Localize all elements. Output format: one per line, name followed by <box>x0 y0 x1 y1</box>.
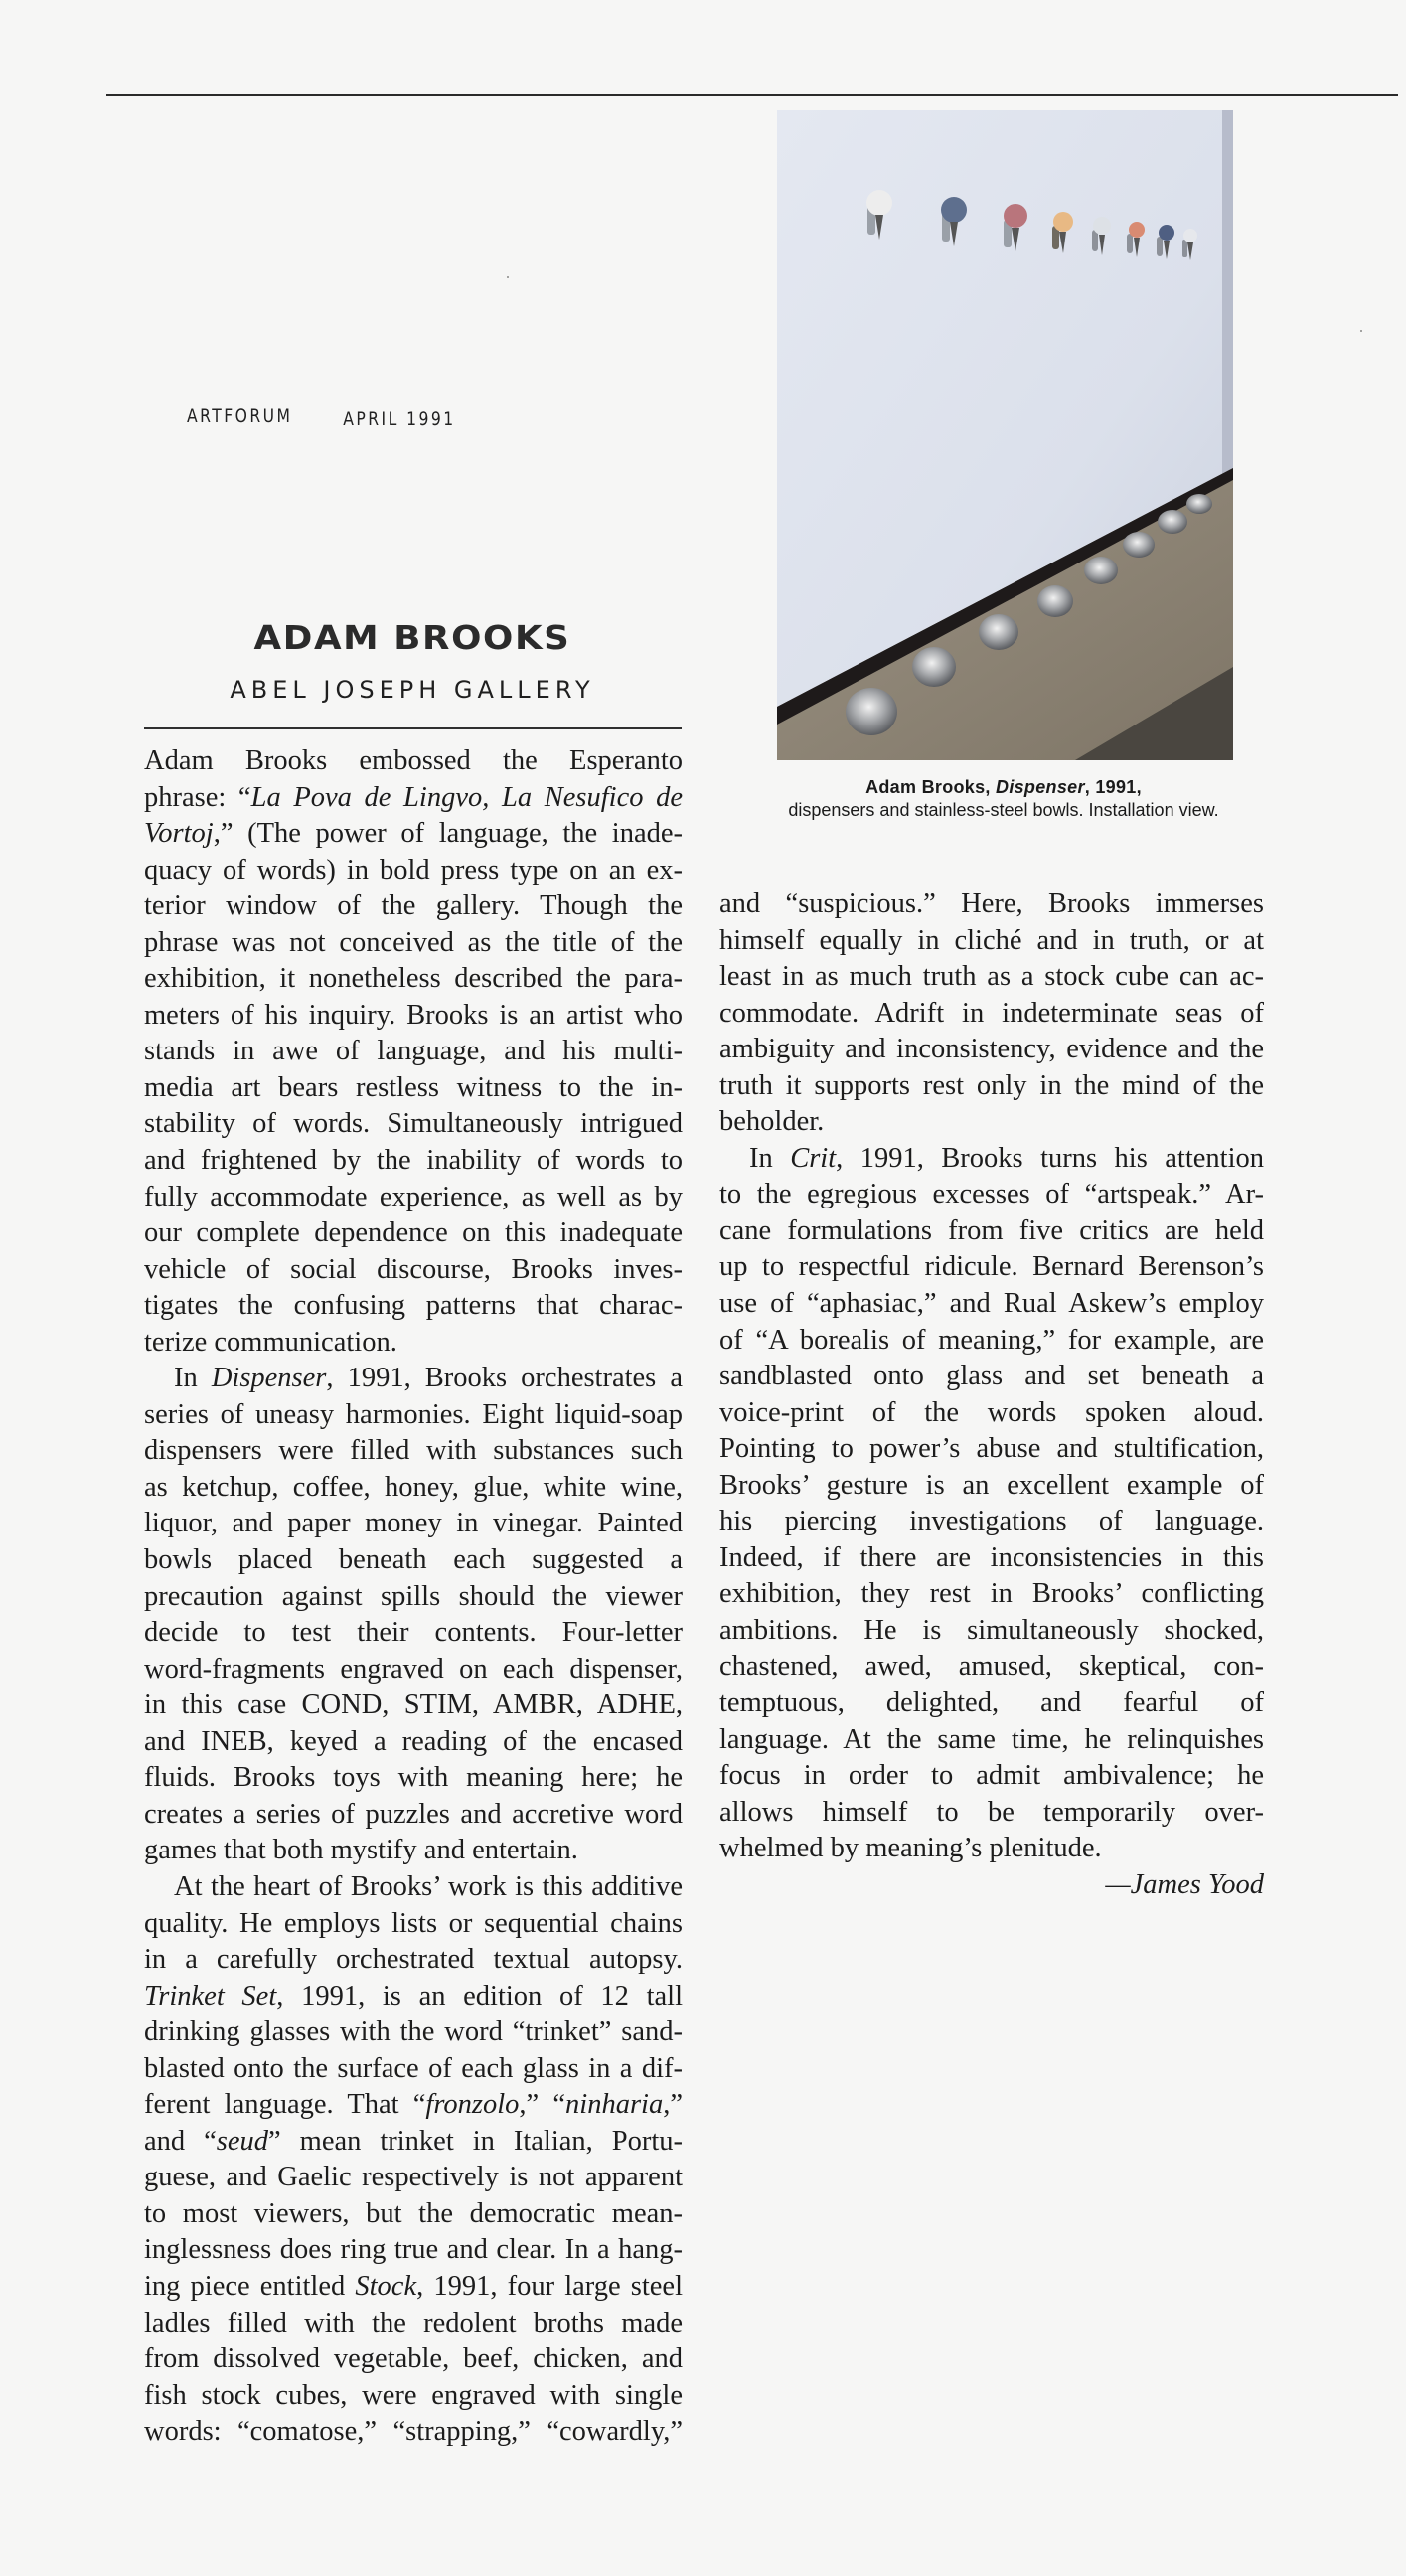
text-run: meters of his inquiry. Brooks is an artist who <box>144 999 683 1031</box>
text-run: creates a series of puzzles and accretive word <box>144 1798 683 1830</box>
text-run: Adam Brooks embossed the Esperanto <box>144 745 683 776</box>
text-line <box>719 1613 1264 1650</box>
text-run: tigates the confusing patterns that charac- <box>144 1290 683 1322</box>
text-line <box>144 1579 683 1616</box>
text-line <box>719 1576 1264 1613</box>
text-run: sandblasted onto glass and set beneath a <box>719 1361 1264 1392</box>
text-run: bowls placed beneath each suggested a <box>144 1544 683 1576</box>
text-run: ,” “ninharia,” <box>519 2089 683 2121</box>
italic-run: Trinket Set <box>144 1980 277 2012</box>
text-line <box>719 1504 1264 1540</box>
text-run: voice-print of the words spoken aloud. <box>719 1396 1264 1428</box>
text-line <box>144 1652 683 1689</box>
text-run: as ketchup, coffee, honey, glue, white wine, <box>144 1471 683 1503</box>
text-line <box>144 888 683 925</box>
text-run: stability of words. Simultaneously intrigued <box>144 1108 683 1140</box>
text-run: series of uneasy harmonies. Eight liquid-soap <box>144 1398 683 1430</box>
text-line <box>144 1180 683 1216</box>
text-run: exhibition, it nonetheless described the para- <box>144 963 683 995</box>
text-line <box>144 1760 683 1797</box>
caption-work-title: Dispenser <box>996 777 1085 797</box>
text-line <box>144 998 683 1035</box>
text-run: fish stock cubes, were engraved with single <box>144 2379 683 2411</box>
text-run: At the heart of Brooks’ work is this additive <box>174 1870 683 1902</box>
article-column-left <box>144 743 683 2451</box>
text-run: games that both mystify and entertain. <box>144 1835 578 1866</box>
text-run: media art bears restless witness to the in- <box>144 1071 683 1103</box>
text-run: ,” (The power of language, the inade- <box>213 818 683 850</box>
text-run: commodate. Adrift in indeterminate seas of <box>719 997 1264 1029</box>
text-run: chastened, awed, amused, skeptical, con- <box>719 1651 1264 1683</box>
text-run: , 1991, four large steel <box>416 2270 684 2302</box>
artist-headline: ADAM BROOKS <box>253 618 571 657</box>
text-run: dispensers were filled with substances such <box>144 1435 683 1467</box>
text-run: from dissolved vegetable, beef, chicken, and <box>144 2343 683 2375</box>
text-run: , 1991, is an edition of 12 tall <box>276 1980 683 2012</box>
issue-date: APRIL 1991 <box>343 408 456 430</box>
dispenser-installation-illustration <box>777 110 1233 760</box>
text-run: quality. He employs lists or sequential chains <box>144 1907 683 1939</box>
caption-title-line <box>735 777 1272 798</box>
italic-run: Crit <box>790 1142 837 1174</box>
text-line <box>719 1323 1264 1360</box>
text-run: temptuous, delighted, and fearful of <box>719 1688 1264 1719</box>
text-line <box>719 1032 1264 1068</box>
text-run: and INEB, keyed a reading of the encased <box>144 1725 683 1757</box>
text-line <box>719 1141 1264 1178</box>
text-line <box>144 1070 683 1107</box>
text-line <box>144 816 683 853</box>
text-run: allows himself to be temporarily over- <box>719 1796 1264 1828</box>
text-line <box>144 1942 683 1979</box>
text-line <box>719 1068 1264 1105</box>
text-run: terize communication. <box>144 1326 397 1358</box>
text-line <box>719 996 1264 1033</box>
caption-year: , 1991, <box>1084 777 1142 797</box>
text-run: Brooks’ gesture is an excellent example of <box>719 1469 1264 1501</box>
text-run: In <box>749 1142 791 1174</box>
text-run: truth it supports rest only in the mind of the <box>719 1069 1264 1101</box>
text-run: his piercing investigations of language. <box>719 1506 1264 1537</box>
text-line <box>719 1249 1264 1286</box>
text-run: to most viewers, but the democratic mean- <box>144 2197 683 2229</box>
text-line <box>719 1468 1264 1505</box>
text-line <box>144 1542 683 1579</box>
text-run: inglessness does ring true and clear. In a hang- <box>144 2234 683 2266</box>
text-run: drinking glasses with the word “trinket” sand- <box>144 2016 683 2048</box>
text-line <box>144 1325 683 1362</box>
text-line <box>144 1361 683 1397</box>
text-run: focus in order to admit ambivalence; he <box>719 1760 1264 1792</box>
text-run: to the egregious excesses of “artspeak.” Ar- <box>719 1179 1264 1210</box>
text-line <box>144 1397 683 1434</box>
text-line <box>144 2232 683 2269</box>
italic-run: La Pova de Lingvo, La Nesufico de <box>250 781 683 813</box>
text-run: whelmed by meaning’s plenitude. <box>719 1833 1102 1864</box>
text-line <box>144 1506 683 1542</box>
text-run: vehicle of social discourse, Brooks inves- <box>144 1253 683 1285</box>
text-run: , 1991, Brooks turns his attention <box>836 1142 1264 1174</box>
italic-run: Stock <box>355 2270 417 2302</box>
text-run: , 1991, Brooks orchestrates a <box>326 1363 683 1394</box>
text-run: words: “comatose,” “strapping,” “cowardly,” <box>144 2416 683 2448</box>
text-run: fluids. Brooks toys with meaning here; he <box>144 1762 683 1794</box>
publication-name: ARTFORUM <box>187 405 293 427</box>
text-line <box>144 1869 683 1906</box>
text-line <box>144 743 683 780</box>
text-line <box>144 1688 683 1724</box>
text-line <box>719 1213 1264 1250</box>
text-run: word-fragments engraved on each dispenser, <box>144 1653 683 1685</box>
text-line <box>144 2269 683 2306</box>
text-line <box>144 2306 683 2342</box>
text-line <box>144 1106 683 1143</box>
text-run: ambitions. He is simultaneously shocked, <box>719 1614 1264 1646</box>
text-line <box>144 1979 683 2015</box>
text-run: Pointing to power’s abuse and stultification, <box>719 1433 1264 1465</box>
text-line <box>144 961 683 998</box>
text-line <box>144 2160 683 2196</box>
text-line <box>144 2196 683 2233</box>
text-run: cane formulations from five critics are held <box>719 1214 1264 1246</box>
masthead <box>187 405 456 430</box>
text-run: language. At the same time, he relinquishes <box>719 1723 1264 1755</box>
text-line <box>144 2378 683 2415</box>
text-run: phrase: “ <box>144 781 251 813</box>
paper-speck <box>507 276 509 278</box>
venue-subheadline: ABEL JOSEPH GALLERY <box>230 676 595 704</box>
text-line <box>144 2051 683 2088</box>
text-run: decide to test their contents. Four-letter <box>144 1617 683 1649</box>
text-line <box>144 2341 683 2378</box>
text-run: fully accommodate experience, as well as by <box>144 1181 683 1212</box>
italic-run: Vortoj <box>144 818 214 850</box>
text-line <box>144 2087 683 2124</box>
text-run: our complete dependence on this inadequate <box>144 1217 683 1249</box>
text-run: stands in awe of language, and his multi- <box>144 1036 683 1067</box>
text-line <box>144 1433 683 1470</box>
text-run: himself equally in cliché and in truth, or at <box>719 924 1264 956</box>
text-run: ing piece entitled <box>144 2270 356 2302</box>
text-line <box>144 1833 683 1869</box>
text-line <box>144 1288 683 1325</box>
text-run: use of “aphasiac,” and Rual Askew’s employ <box>719 1288 1264 1320</box>
italic-run: fronzolo <box>425 2089 520 2121</box>
text-run: ambiguity and inconsistency, evidence and the <box>719 1034 1264 1065</box>
italic-run: seud <box>216 2125 269 2157</box>
text-run: precaution against spills should the viewer <box>144 1580 683 1612</box>
text-run: least in as much truth as a stock cube can ac- <box>719 961 1264 993</box>
text-run: liquor, and paper money in vinegar. Painted <box>144 1508 683 1539</box>
text-line <box>719 1540 1264 1577</box>
text-line <box>144 1215 683 1252</box>
text-run: and “ <box>144 2125 217 2157</box>
text-line <box>144 853 683 889</box>
caption-description: dispensers and stainless-steel bowls. Installation view. <box>788 800 1219 820</box>
text-run: and “suspicious.” Here, Brooks immerses <box>719 888 1264 919</box>
text-line <box>719 1686 1264 1722</box>
text-run: in a carefully orchestrated textual autopsy. <box>144 1944 683 1976</box>
text-line <box>144 1615 683 1652</box>
text-line <box>144 1252 683 1289</box>
text-line <box>144 1470 683 1507</box>
text-line <box>719 1831 1264 1867</box>
text-line <box>719 959 1264 996</box>
text-run: of “A borealis of meaning,” for example, are <box>719 1324 1264 1356</box>
text-run: ladles filled with the redolent broths made <box>144 2307 683 2338</box>
text-line <box>719 923 1264 960</box>
text-run: and frightened by the inability of words to <box>144 1145 683 1177</box>
text-line <box>719 1395 1264 1432</box>
text-run: terior window of the gallery. Though the <box>144 890 683 922</box>
article-column-right <box>719 886 1264 1903</box>
text-line <box>719 1177 1264 1213</box>
text-run: In <box>174 1363 212 1394</box>
text-run: up to respectful ridicule. Bernard Berenson’s <box>719 1251 1264 1283</box>
photo-caption <box>735 777 1272 821</box>
paper-speck <box>1360 330 1362 332</box>
text-line <box>719 1795 1264 1832</box>
text-line <box>144 2414 683 2451</box>
text-line <box>719 1104 1264 1141</box>
text-run: guese, and Gaelic respectively is not apparent <box>144 2162 683 2193</box>
text-line <box>719 1359 1264 1395</box>
text-line <box>144 1034 683 1070</box>
text-run: phrase was not conceived as the title of the <box>144 926 683 958</box>
text-line <box>144 2014 683 2051</box>
text-run: ” mean trinket in Italian, Portu- <box>268 2125 683 2157</box>
author-byline: —James Yood <box>1105 1868 1264 1900</box>
text-run: beholder. <box>719 1106 825 1138</box>
text-run: Indeed, if there are inconsistencies in this <box>719 1541 1264 1573</box>
text-line <box>144 1724 683 1761</box>
text-run: quacy of words) in bold press type on an ex- <box>144 854 683 886</box>
caption-artist: Adam Brooks, <box>865 777 997 797</box>
top-rule <box>106 94 1398 96</box>
text-line <box>144 2124 683 2161</box>
text-line <box>144 1906 683 1943</box>
text-run: blasted onto the surface of each glass in a dif- <box>144 2052 683 2084</box>
text-line <box>719 886 1264 923</box>
text-line <box>144 925 683 962</box>
text-line <box>719 1722 1264 1759</box>
text-line <box>719 1431 1264 1468</box>
text-run: ferent language. That “ <box>144 2089 426 2121</box>
text-line <box>144 780 683 817</box>
installation-photo <box>777 110 1233 760</box>
headline-rule <box>144 727 682 729</box>
text-line <box>719 1649 1264 1686</box>
italic-run: Dispenser <box>211 1363 327 1394</box>
text-line <box>719 1286 1264 1323</box>
text-line <box>144 1797 683 1834</box>
text-run: exhibition, they rest in Brooks’ conflicting <box>719 1578 1264 1610</box>
text-run: in this case COND, STIM, AMBR, ADHE, <box>144 1690 683 1721</box>
text-line <box>719 1758 1264 1795</box>
text-line <box>144 1143 683 1180</box>
